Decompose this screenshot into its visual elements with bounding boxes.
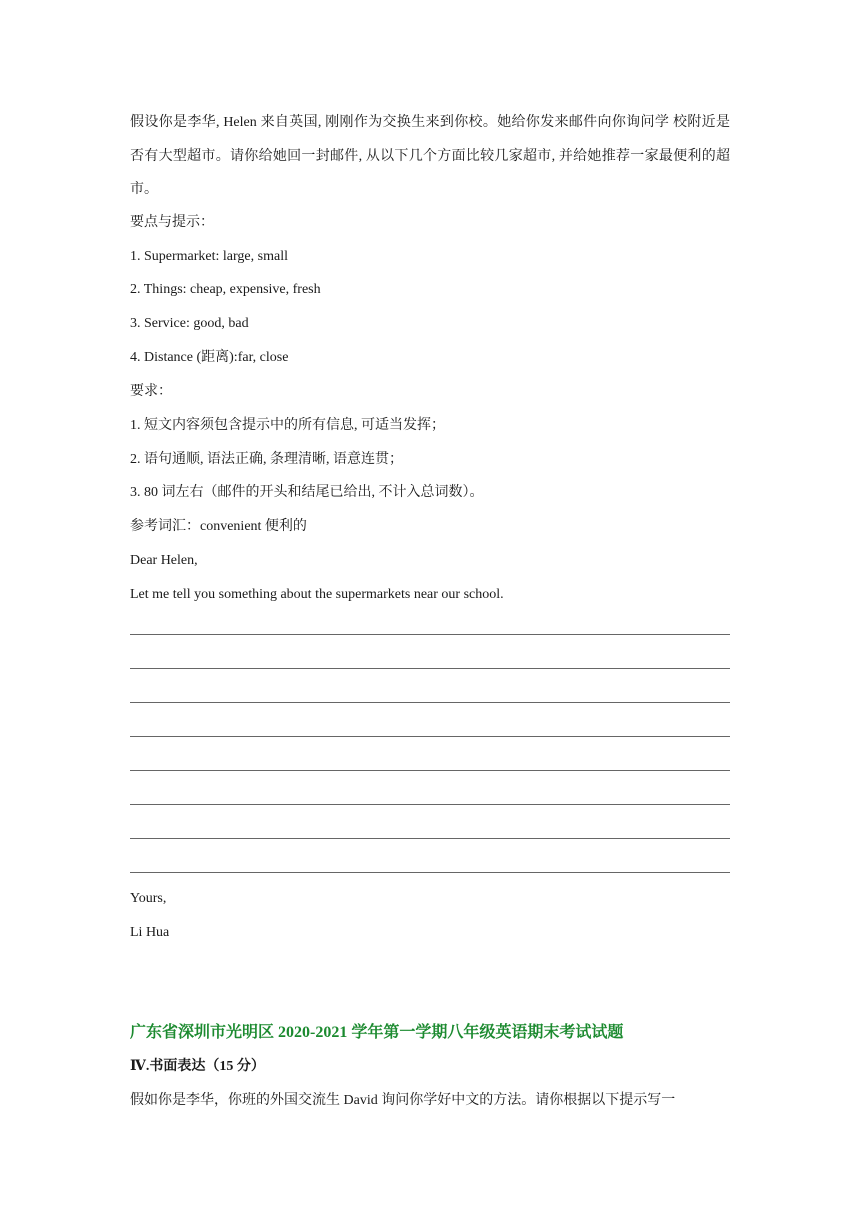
- point-item: 3. Service: good, bad: [130, 316, 249, 331]
- requirement-item: 2. 语句通顺, 语法正确, 条理清晰, 语意连贯；: [130, 452, 403, 467]
- point-item: 1. Supermarket: large, small: [130, 249, 288, 264]
- points-heading: 要点与提示：: [130, 215, 214, 230]
- writing-line[interactable]: [130, 668, 730, 669]
- requirement-item: 1. 短文内容须包含提示中的所有信息, 可适当发挥；: [130, 418, 445, 433]
- writing-line[interactable]: [130, 838, 730, 839]
- vocab-hint: 参考词汇：convenient 便利的: [130, 519, 307, 534]
- point-item: 2. Things: cheap, expensive, fresh: [130, 282, 321, 297]
- letter-closing: Yours,: [130, 891, 167, 906]
- writing-line[interactable]: [130, 736, 730, 737]
- section-heading: Ⅳ.书面表达（15 分）: [130, 1059, 265, 1074]
- letter-greeting: Dear Helen,: [130, 553, 198, 568]
- writing-line[interactable]: [130, 872, 730, 873]
- writing-line[interactable]: [130, 702, 730, 703]
- letter-signature: Li Hua: [130, 925, 170, 940]
- letter-opening: Let me tell you something about the supermarkets near our school.: [130, 587, 504, 602]
- exam-title: 广东省深圳市光明区 2020-2021 学年第一学期八年级英语期末考试试题: [130, 1024, 624, 1041]
- writing-line[interactable]: [130, 634, 730, 635]
- writing-line[interactable]: [130, 804, 730, 805]
- writing-line[interactable]: [130, 770, 730, 771]
- task2-intro: 假如你是李华，你班的外国交流生 David 询问你学好中文的方法。请你根据以下提示写一: [130, 1093, 676, 1108]
- task1-intro: 假设你是李华, Helen 来自英国, 刚刚作为交换生来到你校。她给你发来邮件向你询问学 校附近是否有大型超市。请你给她回一封邮件, 从以下几个方面比较几家超市, 并给她推荐一家最便利的超市。: [130, 115, 730, 197]
- requirements-heading: 要求：: [130, 384, 172, 399]
- requirement-item: 3. 80 词左右（邮件的开头和结尾已给出, 不计入总词数）。: [130, 485, 484, 500]
- point-item: 4. Distance (距离):far, close: [130, 350, 289, 365]
